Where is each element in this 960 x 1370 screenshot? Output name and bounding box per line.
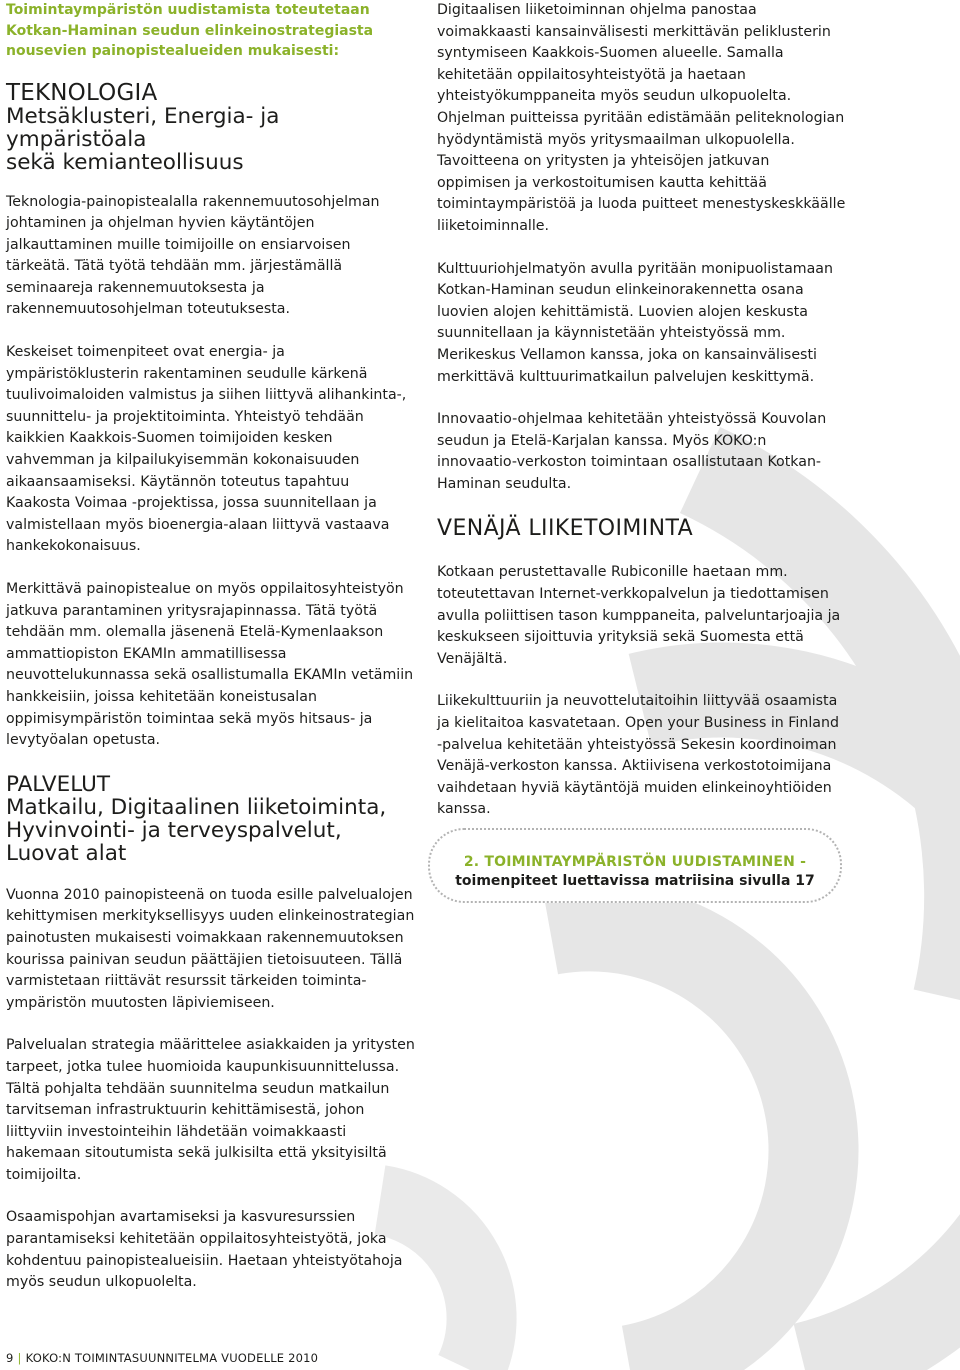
teknologia-heading-title: TEKNOLOGIA <box>6 79 158 106</box>
paragraph: Keskeiset toimenpiteet ovat energia- ja ympäristöklusterin rakentaminen seudulle kärkenä tuulivoimaloiden valmistus ja siihen liittyvä alihankinta-, suunnittelu- ja projektitoiminta. Yhteistyö tehdään kaikkien Kaakkois-Suomen toimijoiden kesken vahvemman ja kilpailukyisemmän kokonaisuuden aikaansaamiseksi. Käytännön toteutus tapahtuu Kaakosta Voimaa -projektissa, jossa suunnitellaan ja valmistellaan myös bioenergia-alaan liittyvä vastaava hankekokonaisuus. <box>6 344 407 555</box>
reference-title: 2. TOIMINTAYMPÄRISTÖN UUDISTAMINEN - <box>463 854 807 870</box>
paragraph: Palvelualan strategia määrittelee asiakkaiden ja yritysten tarpeet, jotka tulee huomioida kaupunkisuunnittelussa. Tältä pohjalta tehdään suunnitelma seudun matkailun tarvitseman infrastruktuurin kehittämisestä, johon liittyviin investointeihin lähdetään voimakkaasti hakemaan sitoutumista sekä julkisilta että yksityisiltä toimijoilta. <box>6 1037 415 1183</box>
teknologia-heading-line-3: sekä kemianteollisuus <box>6 149 244 175</box>
palvelut-heading-line-4: Luovat alat <box>6 840 127 866</box>
page-number: 9 <box>6 1351 14 1365</box>
paragraph: Merkittävä painopistealue on myös oppilaitosyhteistyön jatkuva parantaminen yritysrajapinnassa. Tätä työtä tehdään mm. olemalla jäsenenä Etelä-Kymenlaakson ammattiopiston EKAMIn ammatillisessa neuvottelukunnassa sekä osallistumalla EKAMIn vetämiin hankkeisiin, joissa kehitetään koneistusalan oppimisympäristön toimintaa sekä myös hitsaus- ja levytyöalan opetusta. <box>6 581 414 749</box>
page-footer <box>6 1351 318 1365</box>
palvelut-heading <box>6 773 416 865</box>
paragraph: Teknologia-painopistealalla rakennemuutosohjelman johtaminen ja ohjelman hyvien käytäntöjen jalkauttaminen muille toimijoille on ensiarvoisen tärkeätä. Tätä työtä tehdään mm. järjestämällä seminaareja rakennemuutoksesta ja rakennemuutosohjelman toteutuksesta. <box>6 193 380 318</box>
palvelut-heading-line-3: Hyvinvointi- ja terveyspalvelut, <box>6 817 342 843</box>
left-column <box>6 0 416 1294</box>
reference-subtitle: toimenpiteet luettavissa matriisina sivulla 17 <box>455 873 815 889</box>
intro-text: Toimintaympäristön uudistamista toteutetaan Kotkan-Haminan seudun elinkeinostrategiasta nousevien painopistealueiden mukaisesti: <box>6 2 374 59</box>
footer-separator: | <box>17 1351 22 1365</box>
footer-title: KOKO:N TOIMINTASUUNNITELMA VUODELLE 2010 <box>25 1351 319 1365</box>
venaja-heading: VENÄJÄ LIIKETOIMINTA <box>437 516 694 542</box>
paragraph: Liikekulttuuriin ja neuvottelutaitoihin liittyvää osaamista ja kielitaitoa kasvatetaan. Open your Business in Finland -palvelua kehitetään yhteistyössä Sekesin koordinoiman Venäjä-verkoston kanssa. Aktiivisena verkostotoimijana vaihdetaan hyviä käytäntöjä muiden elinkeinoyhtiöiden kanssa. <box>437 693 839 818</box>
palvelut-heading-title: PALVELUT <box>6 771 110 797</box>
teknologia-heading <box>6 79 416 175</box>
paragraph: Kotkaan perustettavalle Rubiconille haetaan mm. toteutettavan Internet-verkkopalvelun ja tiedottamisen avulla poliittisen tason kumppaneita, palveluntarjoajia ja keskukseen sijoittuvia yrityksiä sekä Suomesta että Venäjältä. <box>437 564 841 667</box>
matrix-reference-box <box>428 828 842 903</box>
right-column <box>437 0 847 821</box>
paragraph: Vuonna 2010 painopisteenä on tuoda esille palvelualojen kehittymisen merkityksellisyys uuden elinkeinostrategian painotusten mukaisesti voimakkaan rakennemuutoksen kourissa painivan seudun päättäjien tietoisuuteen. Tällä varmistetaan riittävät resurssit tärkeiden toiminta-ympäristön muutosten läpiviemiseen. <box>6 886 415 1011</box>
paragraph: Kulttuuriohjelmatyön avulla pyritään monipuolistamaan Kotkan-Haminan seudun elinkeinorakennetta osana luovien alojen kehittämistä. Luovien alojen keskusta suunnitellaan ja käynnistetään yhteistyössä mm. Merikeskus Vellamon kanssa, joka on kansainvälisesti merkittävä kulttuurimatkailun palvelujen keskittymä. <box>437 260 833 385</box>
paragraph: Digitaalisen liiketoiminnan ohjelma panostaa voimakkaasti kansainvälisesti merkittävän peliklusterin syntymiseen Kaakkois-Suomen alueelle. Samalla kehitetään oppilaitosyhteistyötä ja haetaan yhteistyökumppaneita myös seudun ulkopuolelta. Ohjelman puitteissa pyritään edistämään peliteknologian hyödyntämistä myös yritysmaailman ulkopuolella. Tavoitteena on yritysten ja yhteisöjen jatkuvan oppimisen ja verkostoitumisen kautta kehittää toimintaympäristöä ja luoda puitteet menestyskeskkäälle liiketoiminnalle. <box>437 2 846 234</box>
paragraph: Innovaatio-ohjelmaa kehitetään yhteistyössä Kouvolan seudun ja Etelä-Karjalan kanssa. Myös KOKO:n innovaatio-verkoston toimintaan osallistutaan Kotkan-Haminan seudulta. <box>437 411 827 492</box>
palvelut-heading-line-2: Matkailu, Digitaalinen liiketoiminta, <box>6 794 387 820</box>
paragraph: Osaamispohjan avartamiseksi ja kasvuresurssien parantamiseksi kehitetään oppilaitosyhteistyötä, joka kohdentuu painopistealueisiin. Haetaan yhteistyötahoja myös seudun ulkopuolelta. <box>6 1209 403 1291</box>
teknologia-heading-line-2: Metsäklusteri, Energia- ja ympäristöala <box>6 103 280 152</box>
